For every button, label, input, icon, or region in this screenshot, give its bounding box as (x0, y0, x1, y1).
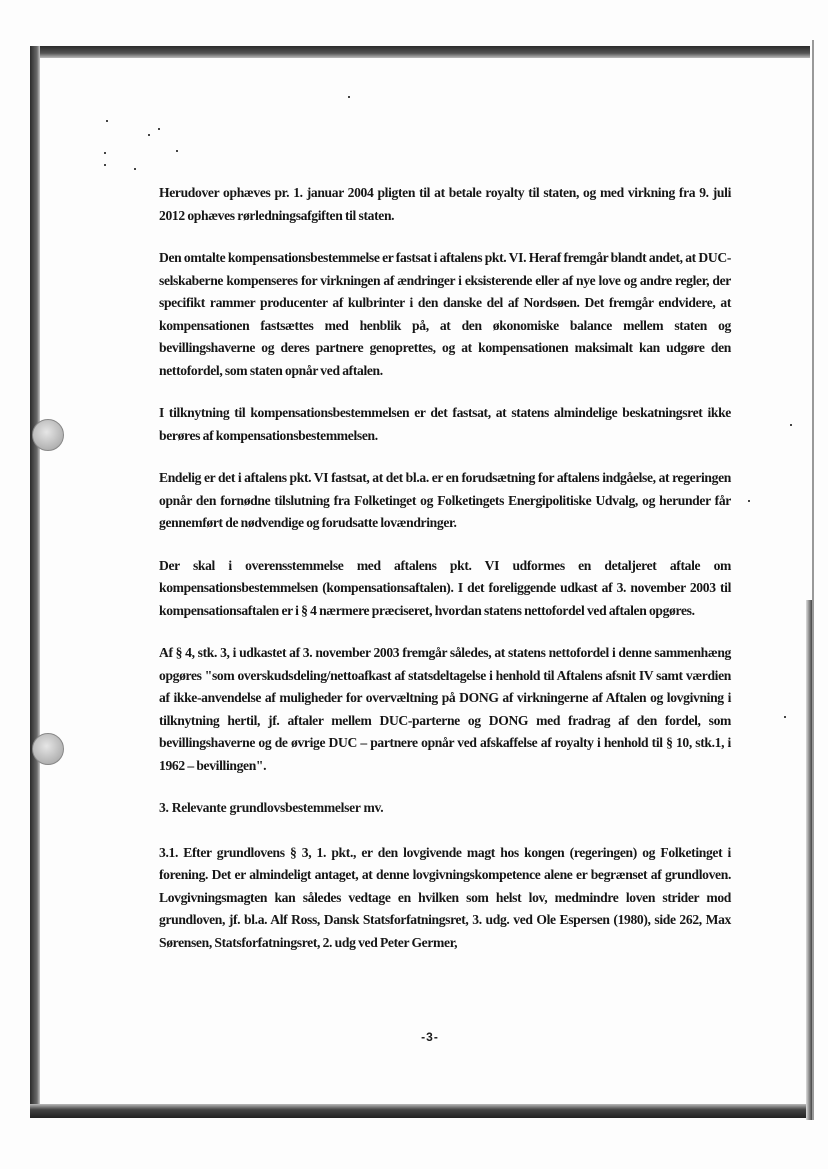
paragraph-compensation-clause: Den omtalte kompensationsbestemmelse er fastsat i aftalens pkt. VI. Heraf fremgår blandt andet, at DUC-selskaberne kompenseres for virkningen af ændringer i eksisterende eller af nye love og andre regler, der specifikt rammer producenter af kulbrinter i den danske del af Nordsøen. Det fremgår endvidere, at kompensationen fastsættes med henblik på, at den økonomiske balance mellem staten og bevillingshaverne og deres partnere genoprettes, og at kompensationen maksimalt kan udgøre den nettofordel, som staten opnår ved aftalen. (159, 250, 731, 378)
paragraph-royalty: Herudover ophæves pr. 1. januar 2004 pligten til at betale royalty til staten, og med virkning fra 9. juli 2012 ophæves rørledningsafgiften til staten. (159, 185, 731, 223)
document-body (159, 182, 731, 974)
scan-speck (176, 150, 178, 152)
scan-speck (348, 96, 350, 98)
scan-edge-left (30, 46, 40, 1116)
scan-speck (104, 152, 106, 154)
paragraph-constitution: 3.1. Efter grundlovens § 3, 1. pkt., er den lovgivende magt hos kongen (regeringen) og Folketinget i forening. Det er almindeligt antaget, at denne lovgivningskompetence alene er begrænset af grundloven. Lovgivningsmagten kan således vedtage en hvilken som helst lov, medmindre loven strider mod grundloven, jf. bl.a. Alf Ross, Dansk Statsforfatningsret, 3. udg. ved Ole Espersen (1980), side 262, Max Sørensen, Statsforfatningsret, 2. udg ved Peter Germer, (159, 844, 731, 950)
paragraph-taxation-right: I tilknytning til kompensationsbestemmelsen er det fastsat, at statens almindelige beskatningsret ikke berøres af kompensationsbestemmelsen. (159, 405, 731, 443)
scan-speck (790, 424, 792, 426)
scan-speck (784, 716, 786, 718)
paragraph-compensation-agreement: Der skal i overensstemmelse med aftalens pkt. VI udformes en detaljeret aftale om kompensationsbestemmelsen (kompensationsaftalen). I det foreliggende udkast af 3. november 2003 til kompensationsaftalen er i § 4 nærmere præciseret, hvordan statens nettofordel ved aftalen opgøres. (159, 557, 731, 618)
punch-hole-upper (32, 419, 64, 451)
section-heading: 3. Relevante grundlovsbestemmelser mv. (159, 800, 384, 815)
scan-speck (106, 120, 108, 122)
punch-hole-lower (32, 733, 64, 765)
scan-speck (748, 500, 750, 502)
scan-edge-bottom (30, 1104, 810, 1118)
scan-edge-right-line (812, 40, 814, 1120)
paragraph-net-benefit: Af § 4, stk. 3, i udkastet af 3. november 2003 fremgår således, at statens nettofordel i denne sammenhæng opgøres "som overskudsdeling/nettoafkast af statsdeltagelse i henhold til Aftalens afsnit IV samt værdien af ikke-anvendelse af muligheder for overvæltning på DONG af virkningerne af Aftalen og lovgivning i tilknytning hertil, jf. aftaler mellem DUC-parterne og DONG med fradrag af den fordel, som bevillingshaverne og de øvrige DUC – partnere opnår ved afskaffelse af royalty i henhold til § 10, stk.1, i 1962 – bevillingen". (159, 645, 731, 773)
scan-speck (158, 128, 160, 130)
paragraph-parliament-approval: Endelig er det i aftalens pkt. VI fastsat, at det bl.a. er en forudsætning for aftalens indgåelse, at regeringen opnår den fornødne tilslutning fra Folketinget og Folketingets Energipolitiske Udvalg, og herunder får gennemført de nødvendige og forudsatte lovændringer. (159, 470, 731, 530)
scan-speck (148, 134, 150, 136)
scan-edge-top (30, 46, 810, 58)
scan-speck (134, 168, 136, 170)
page-number: -3- (421, 1030, 439, 1044)
scan-speck (104, 164, 106, 166)
